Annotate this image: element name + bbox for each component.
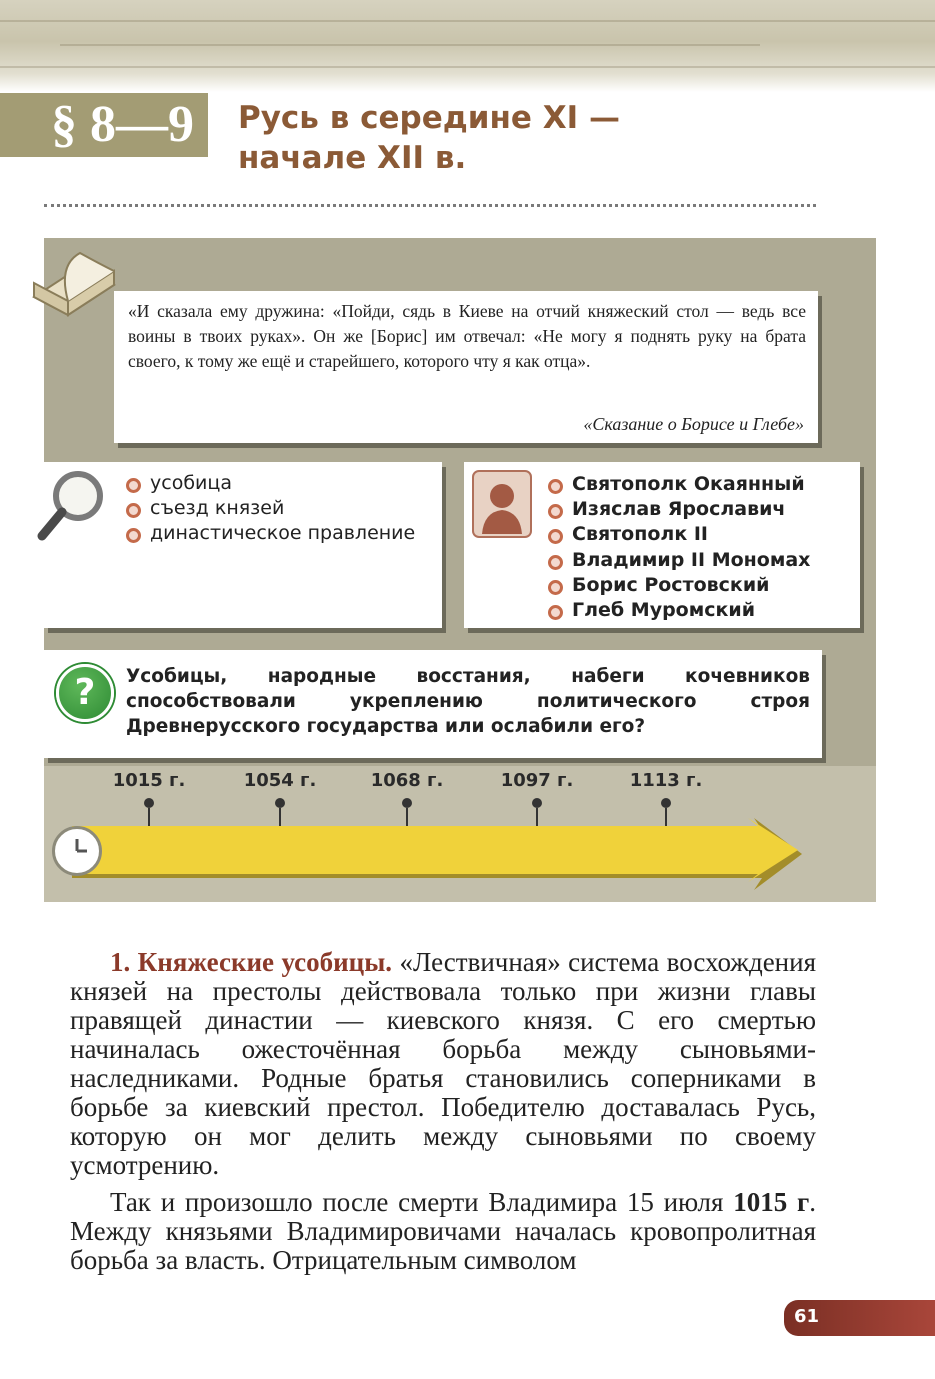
terms-list — [126, 471, 415, 546]
timeline-year: 1068 г. — [370, 770, 444, 791]
term-item: династическое правление — [126, 521, 415, 546]
bullet-icon — [548, 605, 563, 620]
person-item: Святополк Окаянный — [548, 472, 810, 497]
bullet-icon — [548, 580, 563, 595]
body-paragraph-2: Так и произошло после смерти Владимира 15 июля 1015 г. Между князьями Владимировичами началась кровопролитная борьба за власть. Отрицательным символом — [70, 1187, 817, 1275]
magnifier-icon — [34, 462, 114, 542]
timeline-year: 1113 г. — [629, 770, 703, 791]
title-line-1: Русь в середине XI — — [238, 100, 620, 136]
open-book-icon — [28, 245, 120, 323]
page-number: 61 — [794, 1306, 820, 1327]
bullet-icon — [548, 529, 563, 544]
dotted-divider — [44, 204, 816, 207]
question-text: Усобицы, народные восстания, набеги кочевников способствовали укреплению политического строя Древнерусского государства или ослабили его? — [126, 666, 810, 737]
person-item: Святополк II — [548, 522, 810, 547]
person-item: Изяслав Ярославич — [548, 497, 810, 522]
timeline-year: 1097 г. — [500, 770, 574, 791]
question-mark-icon: ? — [56, 664, 114, 722]
timeline-arrow — [72, 818, 804, 890]
body-paragraph-1: 1. Княжеские усобицы. «Лествичная» система восхождения князей на престолы действовала только при жизни главы правящей династии — киевского князя. С его смертью начиналась ожесточённая борьба между сыновьями-наследниками. Родные братья становились соперниками в борьбе за киевский престол. Победителю доставалась Русь, которую он мог делить между сыновьями по своему усмотрению. — [70, 947, 816, 1180]
person-portrait-icon — [472, 470, 532, 538]
title-line-2: начале XII в. — [238, 140, 467, 176]
bullet-icon — [126, 503, 141, 518]
bullet-icon — [126, 528, 141, 543]
epigraph-source: «Сказание о Борисе и Глебе» — [583, 414, 804, 434]
person-item: Глеб Муромский — [548, 598, 810, 623]
section-number-badge: § 8—9 — [0, 93, 208, 157]
person-item: Владимир II Мономах — [548, 548, 810, 573]
bullet-icon — [548, 504, 563, 519]
term-item: съезд князей — [126, 496, 415, 521]
timeline-year: 1015 г. — [112, 770, 186, 791]
subsection-heading: 1. Княжеские усобицы. — [110, 947, 393, 977]
bullet-icon — [548, 555, 563, 570]
term-item: усобица — [126, 471, 415, 496]
epigraph-text: «И сказала ему дружина: «Пойди, сядь в Киеве на отчий княжеский стол — ведь все воины в твоих руках». Он же [Борис] им отвечал: «Не могу я поднять руку на брата своего, к тому же ещё и старейшего, которого чту я как отца». — [128, 301, 806, 371]
header-banner-image — [0, 0, 935, 92]
epigraph-box — [114, 291, 818, 443]
timeline-year: 1054 г. — [243, 770, 317, 791]
person-item: Борис Ростовский — [548, 573, 810, 598]
bullet-icon — [548, 479, 563, 494]
clock-icon — [52, 826, 102, 876]
page-title — [238, 98, 838, 178]
bullet-icon — [126, 478, 141, 493]
persons-list — [548, 472, 810, 623]
